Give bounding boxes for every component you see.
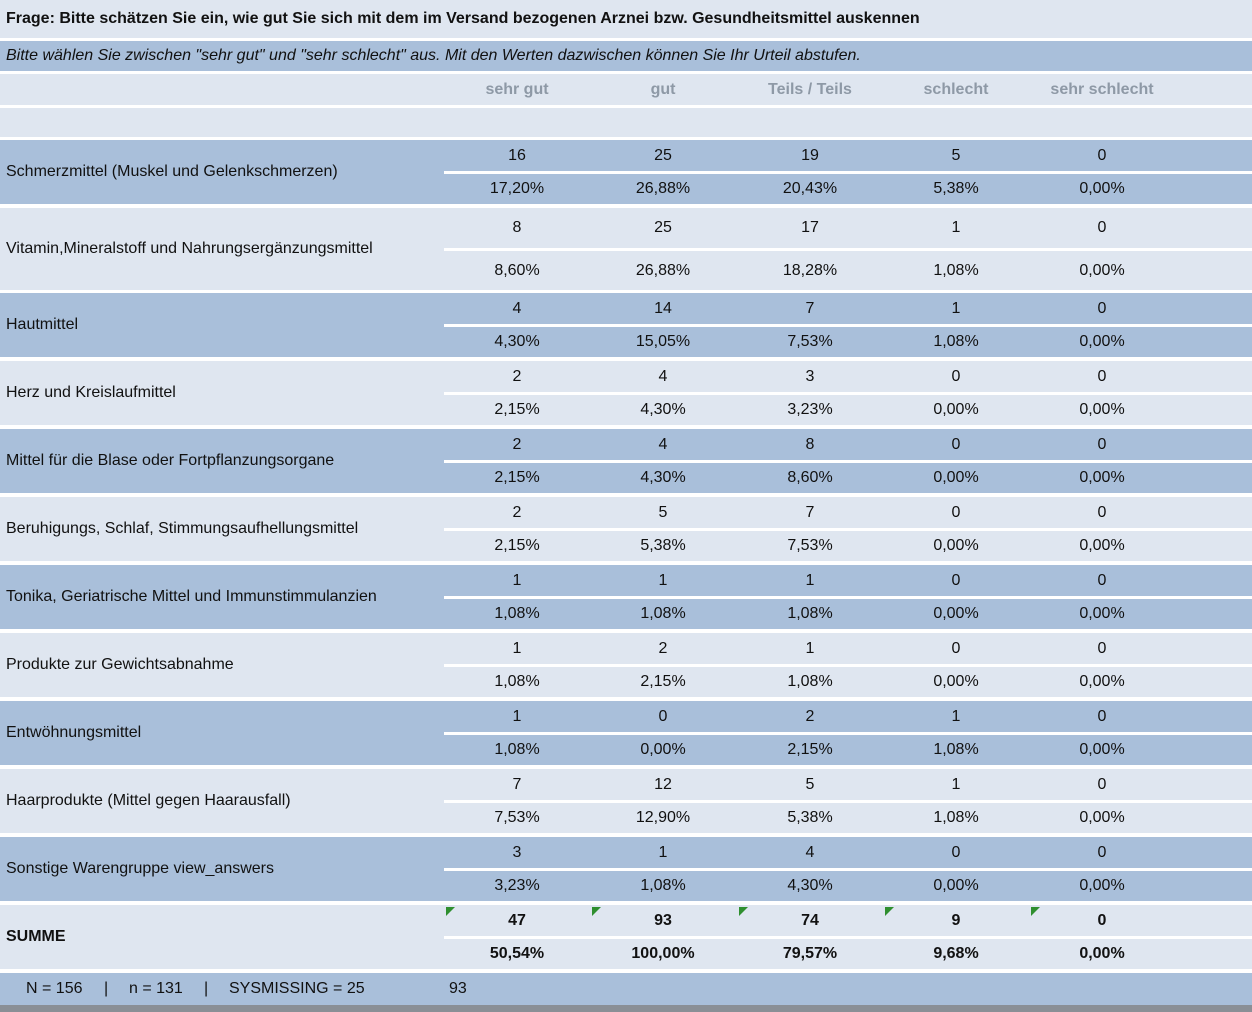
percent-cell: 2,15%	[494, 537, 540, 554]
count-cell: 1	[512, 572, 522, 589]
percent-cell: 1,08%	[640, 605, 686, 622]
percent-cell: 5,38%	[933, 180, 979, 197]
count-cell: 2	[658, 640, 668, 657]
percent-cell: 0,00%	[933, 877, 979, 894]
count-cell: 1	[512, 708, 522, 725]
row-label: Mittel für die Blase oder Fortpflanzungsorgane	[6, 452, 335, 469]
percent-cell: 3,23%	[494, 877, 540, 894]
count-cell: 1	[951, 776, 961, 793]
percent-cell: 2,15%	[787, 741, 833, 758]
footer-sysmissing: SYSMISSING = 25	[229, 980, 365, 997]
count-cell: 1	[512, 640, 522, 657]
percent-cell: 0,00%	[1079, 809, 1125, 826]
percent-cell: 20,43%	[782, 180, 838, 197]
footer-separator: |	[104, 980, 109, 997]
count-cell: 0	[951, 504, 961, 521]
count-cell: 0	[658, 708, 668, 725]
count-cell: 0	[1097, 368, 1107, 385]
percent-cell: 2,15%	[640, 673, 686, 690]
count-cell: 0	[951, 572, 961, 589]
count-cell: 0	[1097, 844, 1107, 861]
percent-cell: 5,38%	[787, 809, 833, 826]
percent-cell: 7,53%	[787, 537, 833, 554]
percent-cell: 50,54%	[489, 945, 545, 962]
count-cell: 2	[805, 708, 815, 725]
footer-total: 93	[449, 980, 467, 997]
row-label: Tonika, Geriatrische Mittel und Immunstimmulanzien	[6, 588, 377, 605]
count-cell: 0	[1097, 147, 1107, 164]
row-label: Schmerzmittel (Muskel und Gelenkschmerzen)	[6, 163, 338, 180]
percent-cell: 8,60%	[494, 262, 540, 279]
count-cell: 17	[801, 219, 819, 236]
count-cell: 25	[654, 219, 672, 236]
count-cell: 0	[1097, 912, 1107, 929]
percent-cell: 1,08%	[933, 809, 979, 826]
count-cell: 2	[512, 368, 522, 385]
percent-cell: 0,00%	[1079, 401, 1125, 418]
count-cell: 1	[951, 708, 961, 725]
column-header: schlecht	[923, 81, 989, 98]
bottom-border	[0, 1005, 1252, 1012]
percent-cell: 0,00%	[1079, 469, 1125, 486]
percent-cell: 0,00%	[1079, 537, 1125, 554]
percent-cell: 7,53%	[494, 809, 540, 826]
row-label: Produkte zur Gewichtsabnahme	[6, 656, 234, 673]
summe-label: SUMME	[6, 928, 66, 945]
count-cell: 0	[1097, 504, 1107, 521]
percent-cell: 7,53%	[787, 333, 833, 350]
count-cell: 0	[951, 368, 961, 385]
percent-cell: 4,30%	[640, 469, 686, 486]
percent-cell: 0,00%	[640, 741, 686, 758]
percent-cell: 0,00%	[933, 605, 979, 622]
percent-cell: 1,08%	[933, 333, 979, 350]
count-cell: 9	[951, 912, 961, 929]
count-cell: 0	[1097, 640, 1107, 657]
footer-n-valid: n = 131	[129, 980, 183, 997]
percent-cell: 1,08%	[494, 741, 540, 758]
count-cell: 93	[654, 912, 672, 929]
percent-cell: 17,20%	[489, 180, 545, 197]
percent-cell: 4,30%	[494, 333, 540, 350]
comment-marker-icon	[885, 907, 894, 916]
percent-cell: 8,60%	[787, 469, 833, 486]
count-cell: 0	[951, 436, 961, 453]
percent-cell: 0,00%	[1079, 945, 1125, 962]
row-label: Herz und Kreislaufmittel	[6, 384, 176, 401]
count-cell: 7	[805, 300, 815, 317]
percent-cell: 0,00%	[933, 537, 979, 554]
percent-cell: 26,88%	[635, 180, 691, 197]
count-cell: 0	[1097, 776, 1107, 793]
count-cell: 25	[654, 147, 672, 164]
percent-cell: 1,08%	[933, 262, 979, 279]
percent-cell: 0,00%	[1079, 333, 1125, 350]
percent-cell: 1,08%	[787, 673, 833, 690]
count-cell: 8	[805, 436, 815, 453]
percent-cell: 2,15%	[494, 469, 540, 486]
count-cell: 7	[512, 776, 522, 793]
percent-cell: 18,28%	[782, 262, 838, 279]
count-cell: 1	[805, 572, 815, 589]
column-header: sehr schlecht	[1050, 81, 1154, 98]
count-cell: 4	[658, 436, 668, 453]
count-cell: 19	[801, 147, 819, 164]
count-cell: 5	[805, 776, 815, 793]
percent-cell: 100,00%	[631, 945, 695, 962]
comment-marker-icon	[1031, 907, 1040, 916]
count-cell: 2	[512, 504, 522, 521]
count-cell: 8	[512, 219, 522, 236]
count-cell: 1	[951, 300, 961, 317]
percent-cell: 1,08%	[787, 605, 833, 622]
count-cell: 0	[1097, 436, 1107, 453]
percent-cell: 0,00%	[1079, 262, 1125, 279]
count-cell: 47	[508, 912, 526, 929]
percent-cell: 9,68%	[933, 945, 979, 962]
percent-cell: 0,00%	[1079, 877, 1125, 894]
percent-cell: 0,00%	[1079, 741, 1125, 758]
count-cell: 0	[951, 640, 961, 657]
footer-n-total: N = 156	[26, 980, 83, 997]
count-cell: 1	[805, 640, 815, 657]
percent-cell: 0,00%	[933, 673, 979, 690]
count-cell: 3	[805, 368, 815, 385]
percent-cell: 0,00%	[1079, 605, 1125, 622]
count-cell: 4	[512, 300, 522, 317]
count-cell: 1	[658, 572, 668, 589]
percent-cell: 5,38%	[640, 537, 686, 554]
comment-marker-icon	[592, 907, 601, 916]
percent-cell: 1,08%	[640, 877, 686, 894]
count-cell: 74	[801, 912, 819, 929]
percent-cell: 0,00%	[1079, 180, 1125, 197]
footer-stats	[0, 973, 1252, 1005]
percent-cell: 79,57%	[782, 945, 838, 962]
count-cell: 7	[805, 504, 815, 521]
percent-cell: 12,90%	[635, 809, 691, 826]
row-label: Haarprodukte (Mittel gegen Haarausfall)	[6, 792, 291, 809]
row-label: Hautmittel	[6, 316, 79, 333]
count-cell: 0	[1097, 219, 1107, 236]
percent-cell: 2,15%	[494, 401, 540, 418]
column-header: sehr gut	[485, 81, 549, 98]
count-cell: 1	[951, 219, 961, 236]
percent-cell: 3,23%	[787, 401, 833, 418]
percent-cell: 1,08%	[494, 605, 540, 622]
count-cell: 16	[508, 147, 526, 164]
count-cell: 14	[654, 300, 672, 317]
row-label: Beruhigungs, Schlaf, Stimmungsaufhellungsmittel	[6, 520, 359, 537]
footer-separator: |	[204, 980, 209, 997]
percent-cell: 15,05%	[635, 333, 691, 350]
comment-marker-icon	[739, 907, 748, 916]
row-label: Sonstige Warengruppe view_answers	[6, 860, 274, 877]
spacer-band	[0, 108, 1252, 137]
percent-cell: 0,00%	[933, 469, 979, 486]
percent-cell: 4,30%	[640, 401, 686, 418]
percent-cell: 26,88%	[635, 262, 691, 279]
percent-cell: 1,08%	[494, 673, 540, 690]
count-cell: 0	[1097, 708, 1107, 725]
count-cell: 5	[951, 147, 961, 164]
percent-cell: 1,08%	[933, 741, 979, 758]
column-header: gut	[650, 81, 676, 98]
comment-marker-icon	[446, 907, 455, 916]
count-cell: 1	[658, 844, 668, 861]
percent-cell: 4,30%	[787, 877, 833, 894]
count-cell: 0	[1097, 300, 1107, 317]
count-cell: 3	[512, 844, 522, 861]
count-cell: 12	[654, 776, 672, 793]
instruction-text: Bitte wählen Sie zwischen "sehr gut" und "sehr schlecht" aus. Mit den Werten dazwischen können Sie Ihr Urteil abstufen.	[0, 41, 1252, 71]
count-cell: 5	[658, 504, 668, 521]
count-cell: 4	[805, 844, 815, 861]
question-title: Frage: Bitte schätzen Sie ein, wie gut Sie sich mit dem im Versand bezogenen Arznei bzw. Gesundheitsmittel auskennen	[0, 0, 1252, 38]
count-cell: 0	[1097, 572, 1107, 589]
row-label: Entwöhnungsmittel	[6, 724, 142, 741]
count-cell: 0	[951, 844, 961, 861]
count-cell: 2	[512, 436, 522, 453]
row-label: Vitamin,Mineralstoff und Nahrungsergänzungsmittel	[6, 240, 373, 257]
column-header: Teils / Teils	[768, 81, 852, 98]
percent-cell: 0,00%	[933, 401, 979, 418]
percent-cell: 0,00%	[1079, 673, 1125, 690]
count-cell: 4	[658, 368, 668, 385]
